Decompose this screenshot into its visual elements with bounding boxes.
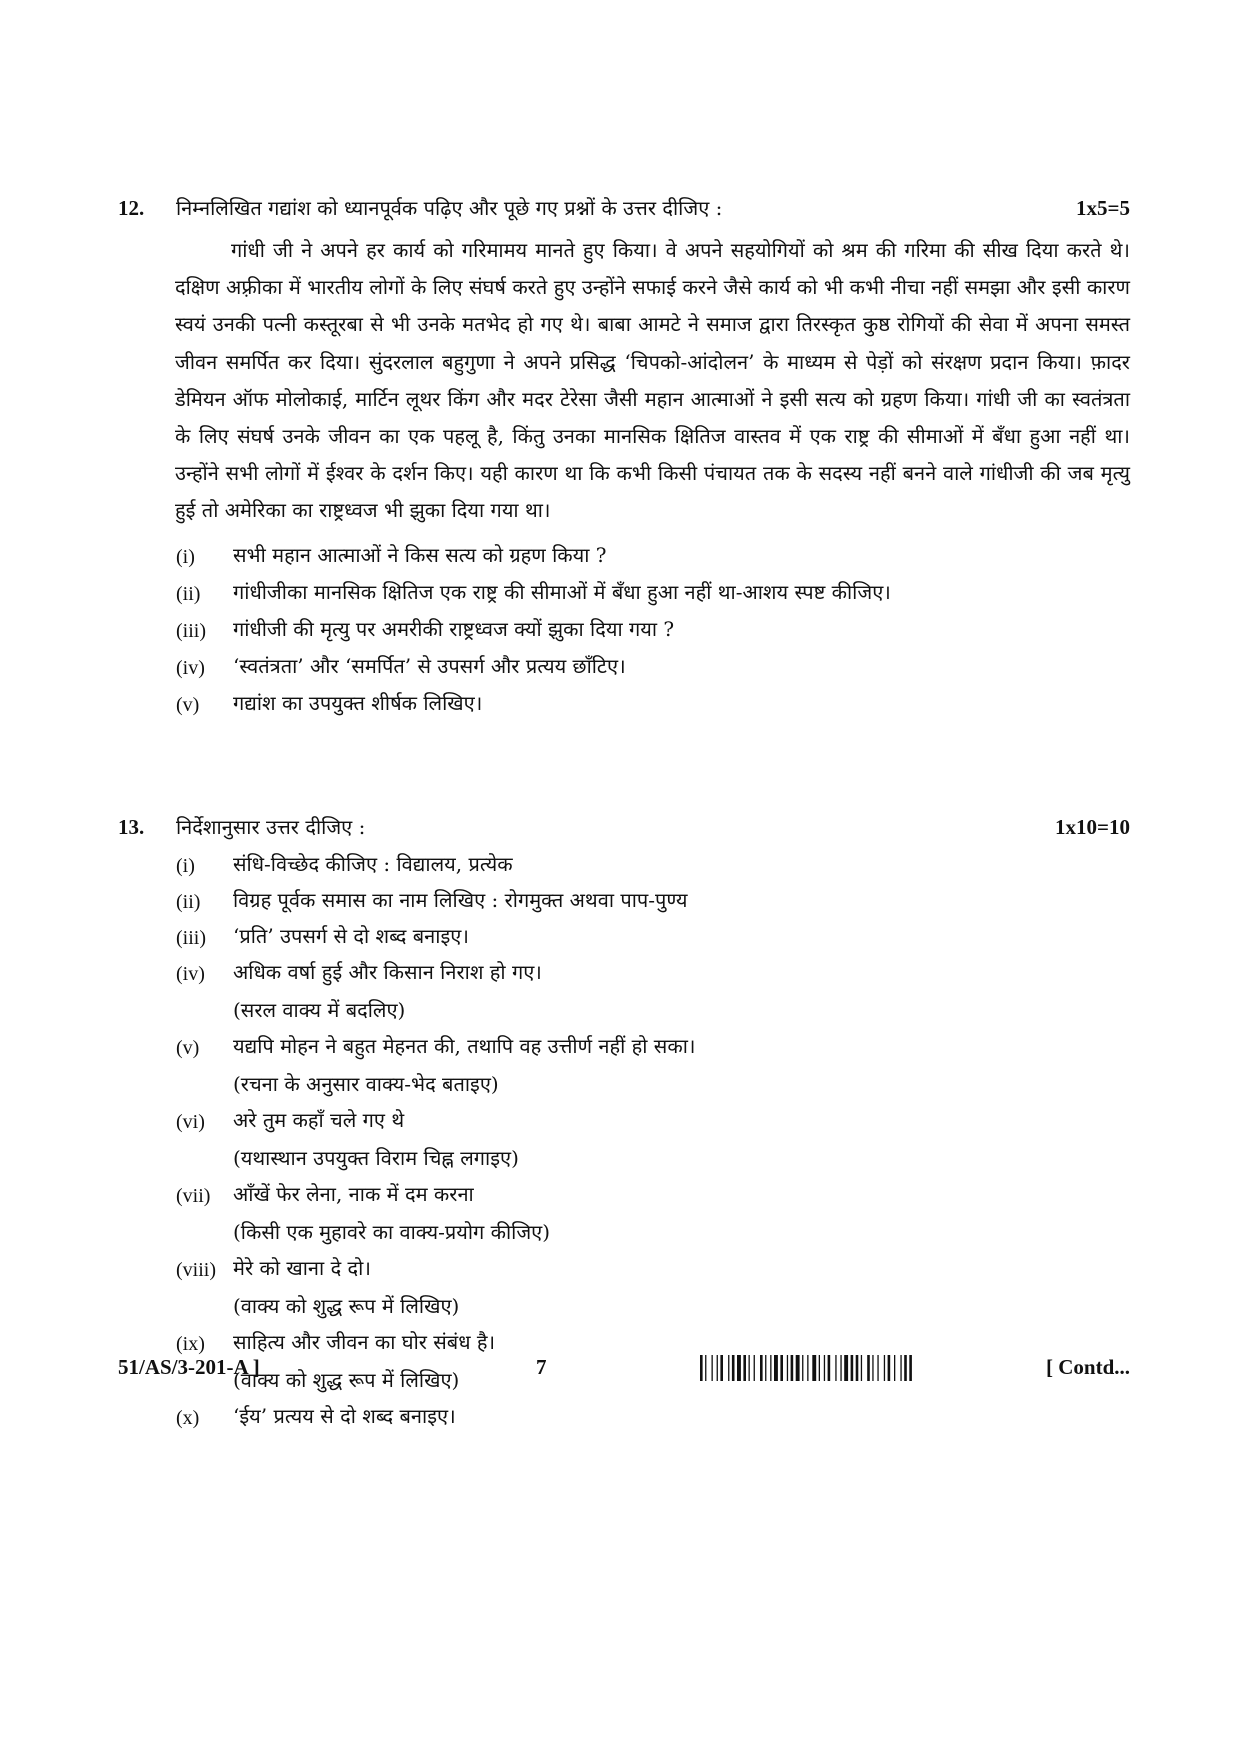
sub-question	[176, 1179, 1130, 1247]
sub-question	[176, 540, 1130, 570]
sub-question-label: (ii)	[176, 582, 201, 605]
sub-question-label: (vii)	[176, 1185, 211, 1207]
sub-question-label: (iii)	[176, 619, 206, 642]
sub-question-text: मेरे को खाना दे दो।	[233, 1256, 371, 1280]
sub-question-text: अधिक वर्षा हुई और किसान निराश हो गए।	[233, 960, 542, 984]
sub-question-label: (vi)	[176, 1111, 205, 1133]
page-number: 7	[536, 1355, 547, 1379]
sub-question-text: गद्यांश का उपयुक्त शीर्षक लिखिए।	[233, 690, 483, 715]
continued-label: [ Contd...	[1045, 1355, 1130, 1379]
sub-question-text: आँखें फेर लेना, नाक में दम करना	[233, 1182, 474, 1206]
sub-question-list	[176, 540, 1130, 718]
page-footer	[118, 1355, 1130, 1389]
question-number: 13.	[118, 815, 145, 839]
sub-question-label: (ix)	[176, 1333, 205, 1355]
sub-question-text: ‘प्रति’ उपसर्ग से दो शब्द बनाइए।	[233, 924, 469, 948]
sub-question-label: (x)	[176, 1407, 200, 1429]
sub-question-instruction: (सरल वाक्य में बदलिए)	[233, 998, 406, 1022]
sub-question-instruction: (यथास्थान उपयुक्त विराम चिह्न लगाइए)	[233, 1146, 519, 1170]
sub-question-list	[176, 849, 1130, 1431]
sub-question	[176, 849, 1130, 879]
sub-question-text: सभी महान आत्माओं ने किस सत्य को ग्रहण किया ?	[233, 542, 607, 567]
sub-question-label: (v)	[176, 693, 200, 716]
sub-question	[176, 885, 1130, 915]
sub-question-instruction: (रचना के अनुसार वाक्य-भेद बताइए)	[233, 1072, 499, 1096]
sub-question-text: गांधीजी की मृत्यु पर अमरीकी राष्ट्रध्वज क्यों झुका दिया गया ?	[233, 616, 675, 641]
question-12	[118, 196, 1130, 725]
sub-question-instruction: (किसी एक मुहावरे का वाक्य-प्रयोग कीजिए)	[233, 1220, 551, 1244]
sub-question	[176, 1253, 1130, 1321]
sub-question	[176, 651, 1130, 681]
sub-question-label: (iv)	[176, 656, 205, 679]
sub-question-text: अरे तुम कहाँ चले गए थे	[233, 1108, 405, 1132]
sub-question	[176, 957, 1130, 1025]
sub-question	[176, 1031, 1130, 1099]
barcode	[700, 1355, 1010, 1381]
sub-question-label: (ii)	[176, 891, 201, 913]
sub-question-instruction: (वाक्य को शुद्ध रूप में लिखिए)	[233, 1294, 460, 1318]
question-instruction: निम्नलिखित गद्यांश को ध्यानपूर्वक पढ़िए और पूछे गए प्रश्नों के उत्तर दीजिए :	[176, 196, 723, 220]
sub-question	[176, 921, 1130, 951]
sub-question-label: (viii)	[176, 1259, 216, 1281]
paper-code: 51/AS/3-201-A ]	[118, 1355, 260, 1379]
sub-question-label: (iv)	[176, 963, 205, 985]
sub-question	[176, 1105, 1130, 1173]
sub-question-text: साहित्य और जीवन का घोर संबंध है।	[233, 1330, 496, 1354]
question-number: 12.	[118, 196, 145, 220]
sub-question-instruction: (वाक्य को शुद्ध रूप में लिखिए)	[233, 1368, 460, 1392]
sub-question-text: ‘स्वतंत्रता’ और ‘समर्पित’ से उपसर्ग और प्रत्यय छाँटिए।	[233, 653, 626, 678]
sub-question-text: गांधीजीका मानसिक क्षितिज एक राष्ट्र की सीमाओं में बँधा हुआ नहीं था-आशय स्पष्ट कीजिए।	[233, 579, 891, 604]
sub-question-text: ‘ईय’ प्रत्यय से दो शब्द बनाइए।	[233, 1404, 456, 1428]
sub-question	[176, 688, 1130, 718]
question-13	[118, 815, 1130, 1437]
question-12-header	[118, 196, 1130, 230]
sub-question	[176, 614, 1130, 644]
sub-question-label: (iii)	[176, 927, 206, 949]
sub-question	[176, 577, 1130, 607]
sub-question-label: (i)	[176, 855, 195, 877]
sub-question-text: विग्रह पूर्वक समास का नाम लिखिए : रोगमुक्त अथवा पाप-पुण्य	[233, 888, 688, 912]
question-marks: 1x10=10	[1055, 815, 1130, 839]
question-instruction: निर्देशानुसार उत्तर दीजिए :	[176, 815, 366, 839]
sub-question-text: यद्यपि मोहन ने बहुत मेहनत की, तथापि वह उत्तीर्ण नहीं हो सका।	[233, 1034, 696, 1058]
sub-question-label: (i)	[176, 545, 195, 568]
sub-question-label: (v)	[176, 1037, 200, 1059]
question-13-header	[118, 815, 1130, 849]
sub-question	[176, 1401, 1130, 1431]
sub-question-text: संधि-विच्छेद कीजिए : विद्यालय, प्रत्येक	[233, 852, 513, 876]
question-marks: 1x5=5	[1076, 196, 1130, 220]
passage-text: गांधी जी ने अपने हर कार्य को गरिमामय मानते हुए किया। वे अपने सहयोगियों को श्रम की गरिमा की सीख दिया करते थे। दक्षिण अफ़्रीका में भारतीय लोगों के लिए संघर्ष करते हुए उन्होंने सफाई करने जैसे कार्य को भी कभी नीचा नहीं समझा और इसी कारण स्वयं उनकी पत्नी कस्तूरबा से भी उनके मतभेद हो गए थे। बाबा आमटे ने समाज द्वारा तिरस्कृत कुष्ठ रोगियों की सेवा में अपना समस्त जीवन समर्पित कर दिया। सुंदरलाल बहुगुणा ने अपने प्रसिद्ध ‘चिपको-आंदोलन’ के माध्यम से पेड़ों को संरक्षण प्रदान किया। फ़ादर डेमियन ऑफ मोलोकाई, मार्टिन लूथर किंग और मदर टेरेसा जैसी महान आत्माओं ने इसी सत्य को ग्रहण किया। गांधी जी का स्वतंत्रता के लिए संघर्ष उनके जीवन का एक पहलू है, किंतु उनका मानसिक क्षितिज वास्तव में एक राष्ट्र की सीमाओं में बँधा हुआ नहीं था। उन्होंने सभी लोगों में ईश्वर के दर्शन किए। यही कारण था कि कभी किसी पंचायत तक के सदस्य नहीं बनने वाले गांधीजी की जब मृत्यु हुई तो अमेरिका का राष्ट्रध्वज भी झुका दिया गया था।	[175, 238, 1130, 523]
